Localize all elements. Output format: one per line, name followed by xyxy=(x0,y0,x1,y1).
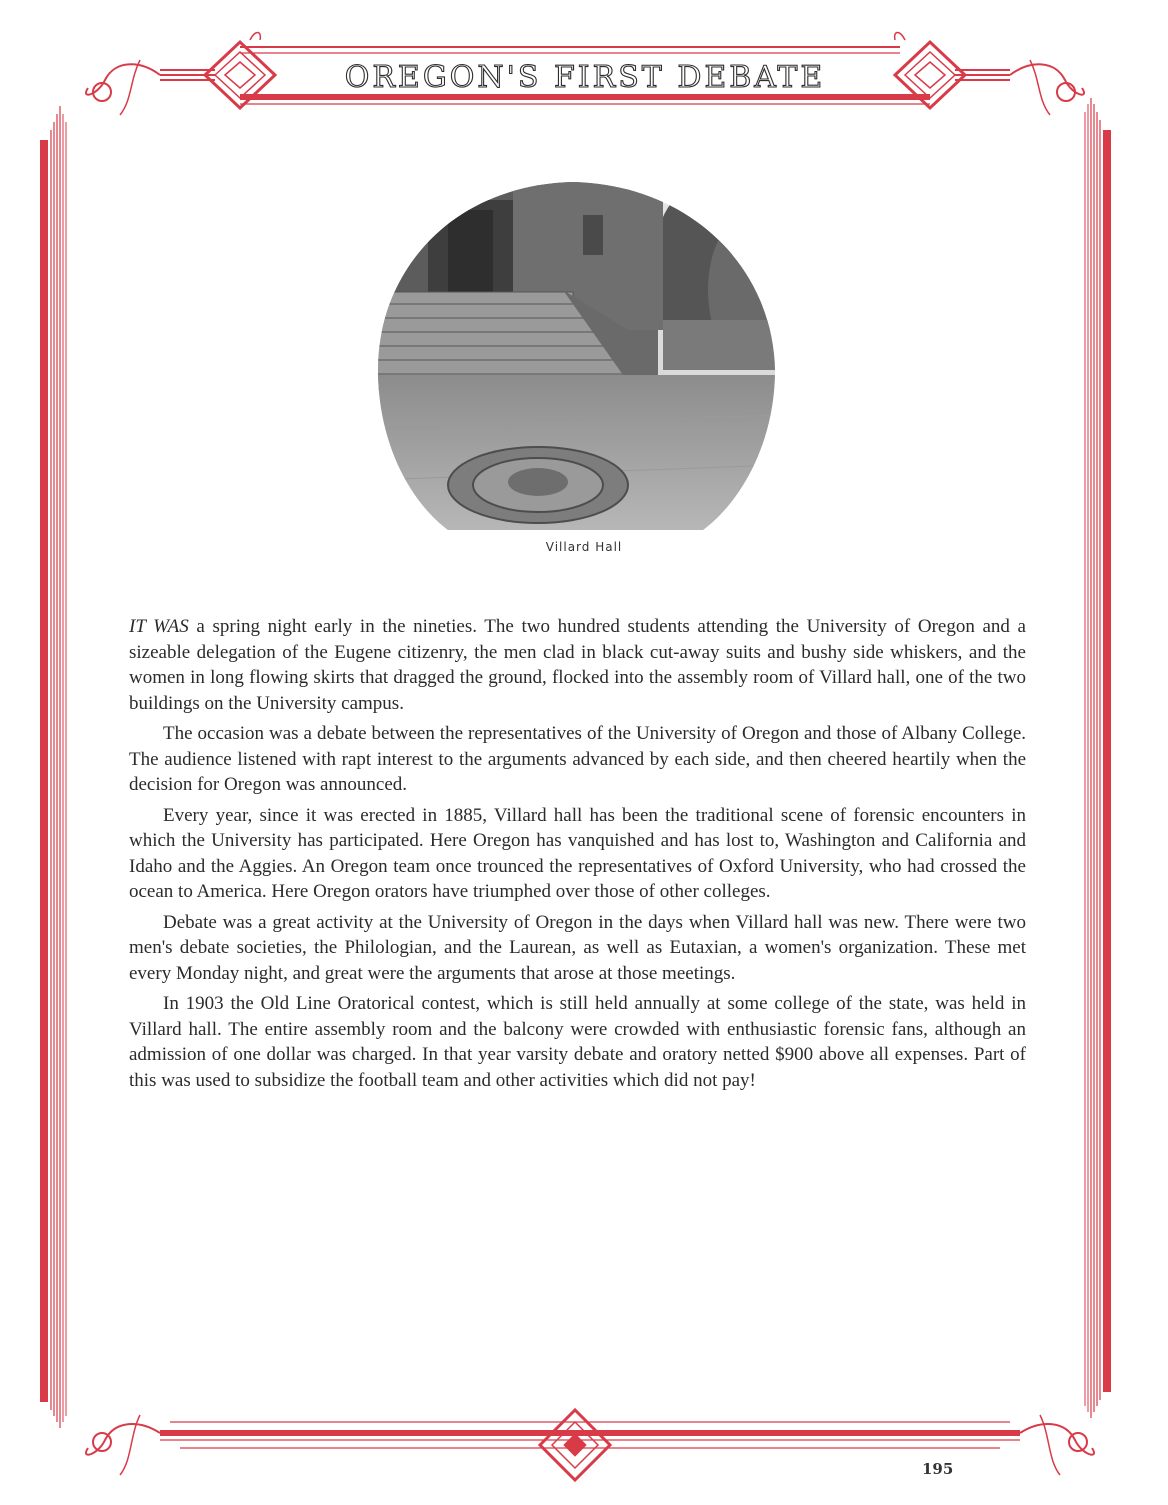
article-paragraph: Debate was a great activity at the University of Oregon in the days when Villard hall was new. There were two men's debate societies, the Philologian, and the Laurean, as well as Eutaxian, a women's organization. These met every Monday night, and great were the arguments that arose at those meetings. xyxy=(129,911,1026,984)
article-body xyxy=(129,614,1026,1098)
article-paragraph: IT WAS a spring night early in the nineties. The two hundred students attending the University of Oregon and a sizeable delegation of the Eugene citizenry, the men clad in black cut-away suits and bushy side whiskers, and the women in long flowing skirts that dragged the ground, flocked into the assembly room of Villard hall, one of the two buildings on the University campus. xyxy=(129,616,1026,714)
villard-hall-photo xyxy=(373,180,779,530)
article-paragraph: In 1903 the Old Line Oratorical contest, which is still held annually at some college of the state, was held in Villard hall. The entire assembly room and the balcony were crowded with enthusiastic forensic fans, although an admission of one dollar was charged. In that year varsity debate and oratory netted $900 above all expenses. Part of this was used to subsidize the football team and other activities which did not pay! xyxy=(129,993,1026,1091)
article-paragraph: Every year, since it was erected in 1885, Villard hall has been the traditional scene of forensic encounters in which the University has participated. Here Oregon has vanquished and has lost to, Washington and California and Idaho and the Aggies. An Oregon team once trounced the representatives of Oxford University, who had crossed the ocean to America. Here Oregon orators have triumphed over those of other colleges. xyxy=(129,804,1026,902)
photo-villard-hall-steps-icon xyxy=(373,180,779,530)
lead-in: IT WAS xyxy=(129,616,189,637)
article-paragraph: The occasion was a debate between the representatives of the University of Oregon and those of Albany College. The audience listened with rapt interest to the arguments advanced by each side, and then cheered heartily when the decision for Oregon was announced. xyxy=(129,723,1026,795)
right-border-lines xyxy=(1085,98,1111,1418)
photo-caption: Villard Hall xyxy=(545,540,623,554)
page-title: OREGON'S FIRST DEBATE xyxy=(344,60,826,95)
page-number: 195 xyxy=(922,1460,954,1478)
left-border-lines xyxy=(40,106,66,1428)
